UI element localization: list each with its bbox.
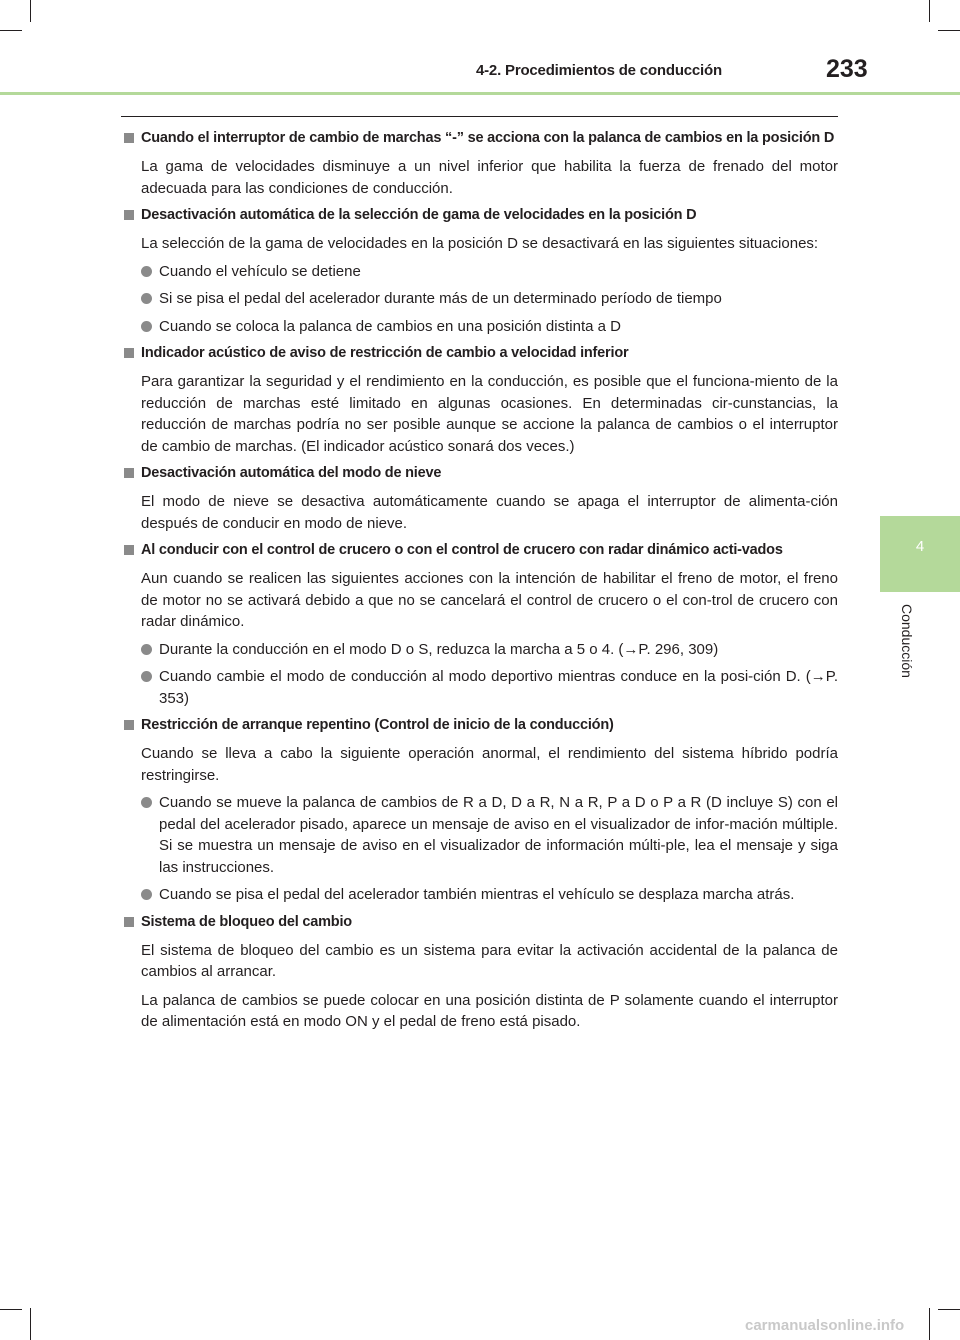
section-heading-text: Cuando el interruptor de cambio de marchas “-” se acciona con la palanca de cambios en la posición D: [141, 130, 835, 146]
list-item: [121, 288, 838, 310]
section-paragraph: El sistema de bloqueo del cambio es un sistema para evitar la activación accidental de la palanca de cambios al arrancar.: [141, 941, 838, 980]
list-item-text: Cuando se mueve la palanca de cambios de R a D, D a R, N a R, P a D o P a R (D incluye S) con el pedal del acelerador pisado, aparece un mensaje de aviso en el visualizador de infor-mación múltiple. Si se muestra un mensaje de aviso en el visualizador de información múlti-ple, lea el mensaje y siga las instrucciones.: [159, 794, 838, 876]
section-heading-text: Al conducir con el control de crucero o con el control de crucero con radar dinámico acti-vados: [141, 542, 783, 558]
crop-mark: [30, 1308, 31, 1340]
list-item-text: Cuando se coloca la palanca de cambios en una posición distinta a D: [159, 317, 621, 335]
list-item: [121, 792, 838, 878]
section-heading-text: Indicador acústico de aviso de restricción de cambio a velocidad inferior: [141, 345, 629, 361]
list-item-text: Cuando se pisa el pedal del acelerador también mientras el vehículo se desplaza marcha atrás.: [159, 886, 795, 903]
section-paragraph: La selección de la gama de velocidades en la posición D se desactivará en las siguientes situaciones:: [141, 235, 819, 252]
section-heading: [121, 912, 838, 933]
section: [121, 205, 838, 337]
section-paragraph: Para garantizar la seguridad y el rendimiento en la conducción, es posible que el funciona-miento de la reducción de marchas esté limitado en algunas ocasiones. En determinadas cir-cunstancias, la reducción de marchas podría no ser posible aunque se accione la palanca de cambios o el interruptor de cambio de marchas. (El indicador acústico sonará dos veces.): [141, 373, 838, 455]
list-item: [121, 884, 838, 906]
square-bullet-icon: [124, 545, 134, 555]
list-item-text: Cuando cambie el modo de conducción al modo deportivo mientras conduce en la posi-ción D. (→P. 353): [159, 668, 838, 707]
crop-mark: [938, 30, 960, 31]
section-heading-text: Desactivación automática del modo de nieve: [141, 465, 442, 481]
square-bullet-icon: [124, 720, 134, 730]
square-bullet-icon: [124, 348, 134, 358]
content-rule: [121, 116, 838, 117]
list-item: [121, 316, 838, 338]
section-paragraph: El modo de nieve se desactiva automáticamente cuando se apaga el interruptor de alimenta-ción después de conducir en modo de nieve.: [141, 493, 838, 532]
circle-bullet-icon: [141, 321, 152, 332]
crop-mark: [0, 30, 22, 31]
section-heading: [121, 343, 838, 364]
section-heading: [121, 715, 838, 736]
list-item: [121, 639, 838, 661]
section-heading-text: Sistema de bloqueo del cambio: [141, 913, 352, 930]
section: [121, 912, 838, 1033]
circle-bullet-icon: [141, 671, 152, 682]
section: [121, 540, 838, 709]
list-item-text: Si se pisa el pedal del acelerador durante más de un determinado período de tiempo: [159, 290, 722, 307]
section-paragraph: La palanca de cambios se puede colocar en una posición distinta de P solamente cuando el interruptor de alimentación está en modo ON y el pedal de freno está pisado.: [141, 991, 838, 1030]
chapter-title: 4-2. Procedimientos de conducción: [476, 62, 722, 79]
section-paragraph: Cuando se lleva a cabo la siguiente operación anormal, el rendimiento del sistema híbrido podría restringirse.: [141, 745, 838, 784]
square-bullet-icon: [124, 133, 134, 143]
list-item: [121, 261, 838, 283]
section: [121, 343, 838, 457]
square-bullet-icon: [124, 210, 134, 220]
section: [121, 463, 838, 534]
square-bullet-icon: [124, 917, 134, 927]
square-bullet-icon: [124, 468, 134, 478]
crop-mark: [929, 1308, 930, 1340]
watermark: carmanualsonline.info: [745, 1317, 905, 1334]
section-paragraph: La gama de velocidades disminuye a un nivel inferior que habilita la fuerza de frenado del motor adecuada para las condiciones de conducción.: [141, 158, 838, 197]
circle-bullet-icon: [141, 644, 152, 655]
circle-bullet-icon: [141, 293, 152, 304]
section-paragraph: Aun cuando se realicen las siguientes acciones con la intención de habilitar el freno de motor, el freno de motor no se activará debido a que no se cancelará el control de crucero o el con-trol de crucero con radar dinámico.: [141, 570, 838, 630]
list-item-text: Durante la conducción en el modo D o S, reduzca la marcha a 5 o 4. (→P. 296, 309): [159, 640, 719, 658]
section-heading-text: Desactivación automática de la selección de gama de velocidades en la posición D: [141, 207, 697, 223]
header-rule: [0, 92, 960, 95]
section-heading: [121, 205, 838, 226]
page-content: [121, 128, 838, 1039]
section-heading: [121, 128, 838, 149]
section: [121, 715, 838, 906]
chapter-tab-label: Conducción: [899, 604, 915, 678]
section-heading-text: Restricción de arranque repentino (Control de inicio de la conducción): [141, 717, 614, 733]
circle-bullet-icon: [141, 266, 152, 277]
crop-mark: [30, 0, 31, 22]
section-heading: [121, 540, 838, 561]
circle-bullet-icon: [141, 797, 152, 808]
section-heading: [121, 463, 838, 484]
list-item: [121, 666, 838, 709]
circle-bullet-icon: [141, 889, 152, 900]
section: [121, 128, 838, 199]
crop-mark: [929, 0, 930, 22]
list-item-text: Cuando el vehículo se detiene: [159, 262, 361, 280]
page-number: 233: [826, 55, 868, 83]
chapter-tab-number: 4: [915, 538, 925, 555]
crop-mark: [938, 1309, 960, 1310]
crop-mark: [0, 1309, 22, 1310]
